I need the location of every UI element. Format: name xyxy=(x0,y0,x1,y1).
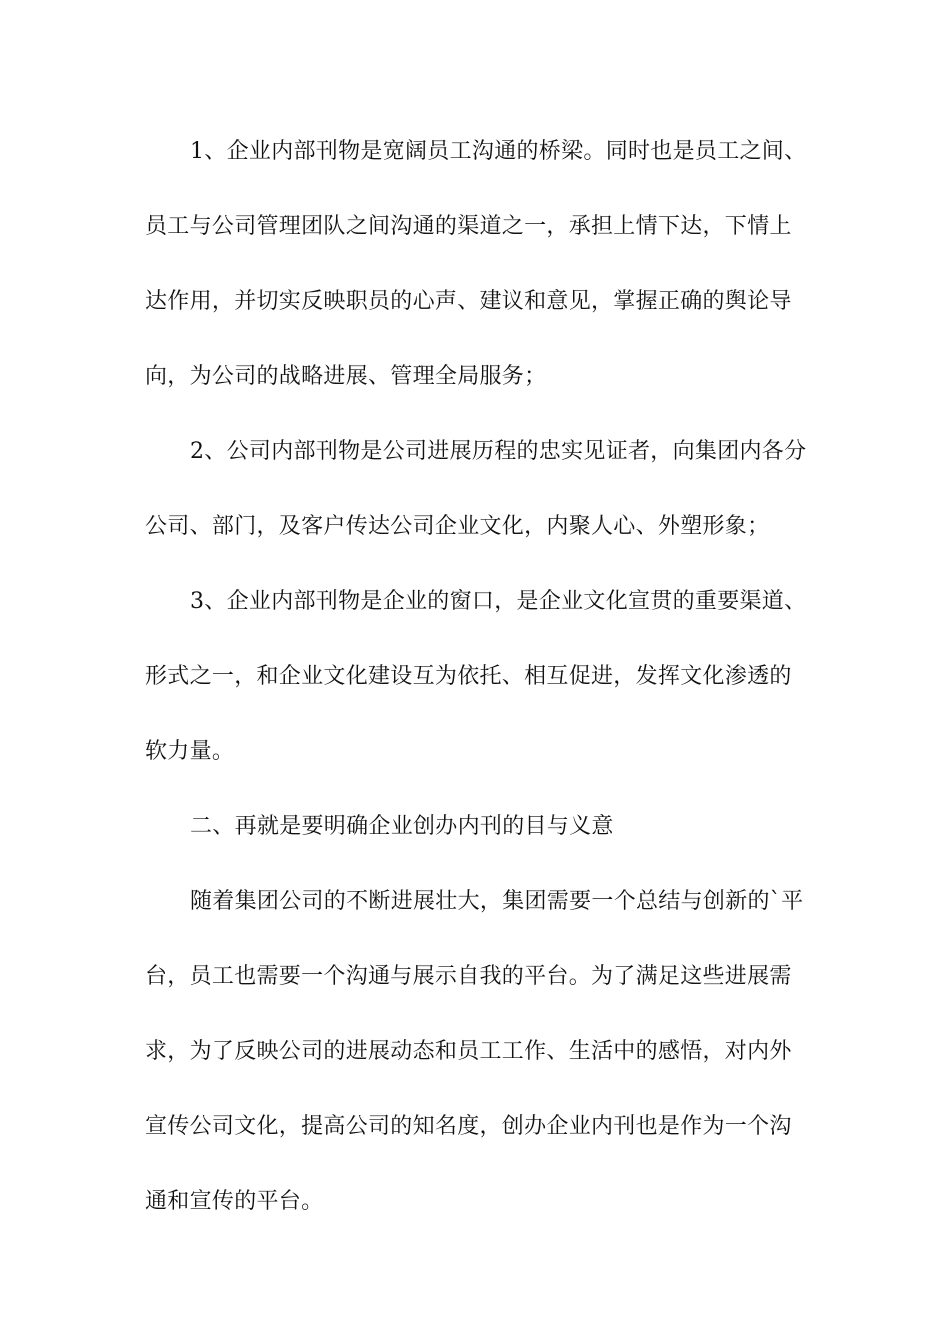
paragraph-1-line-3: 达作用，并切实反映职员的心声、建议和意见，掌握正确的舆论导 xyxy=(145,289,792,314)
paragraph-4-line-1: 随着集团公司的不断进展壮大，集团需要一个总结与创新的`平 xyxy=(190,889,804,914)
paragraph-1-line-1: 1、企业内部刊物是宽阔员工沟通的桥梁。同时也是员工之间、 xyxy=(190,139,807,164)
paragraph-2-line-1: 2、公司内部刊物是公司进展历程的忠实见证者，向集团内各分 xyxy=(190,439,807,464)
section-heading: 二、再就是要明确企业创办内刊的目与义意 xyxy=(190,814,614,839)
paragraph-4-line-2: 台，员工也需要一个沟通与展示自我的平台。为了满足这些进展需 xyxy=(145,964,792,989)
paragraph-3-line-1: 3、企业内部刊物是企业的窗口，是企业文化宣贯的重要渠道、 xyxy=(190,589,807,614)
paragraph-4-line-3: 求，为了反映公司的进展动态和员工工作、生活中的感悟，对内外 xyxy=(145,1039,792,1064)
paragraph-3-line-2: 形式之一，和企业文化建设互为依托、相互促进，发挥文化渗透的 xyxy=(145,664,792,689)
paragraph-2-line-2: 公司、部门，及客户传达公司企业文化，内聚人心、外塑形象； xyxy=(145,514,770,539)
paragraph-1-line-4: 向，为公司的战略进展、管理全局服务； xyxy=(145,364,547,389)
paragraph-4-line-4: 宣传公司文化，提高公司的知名度，创办企业内刊也是作为一个沟 xyxy=(145,1114,792,1139)
paragraph-1-line-2: 员工与公司管理团队之间沟通的渠道之一，承担上情下达，下情上 xyxy=(145,214,792,239)
paragraph-3-line-3: 软力量。 xyxy=(145,739,235,764)
paragraph-4-line-5: 通和宣传的平台。 xyxy=(145,1189,324,1214)
